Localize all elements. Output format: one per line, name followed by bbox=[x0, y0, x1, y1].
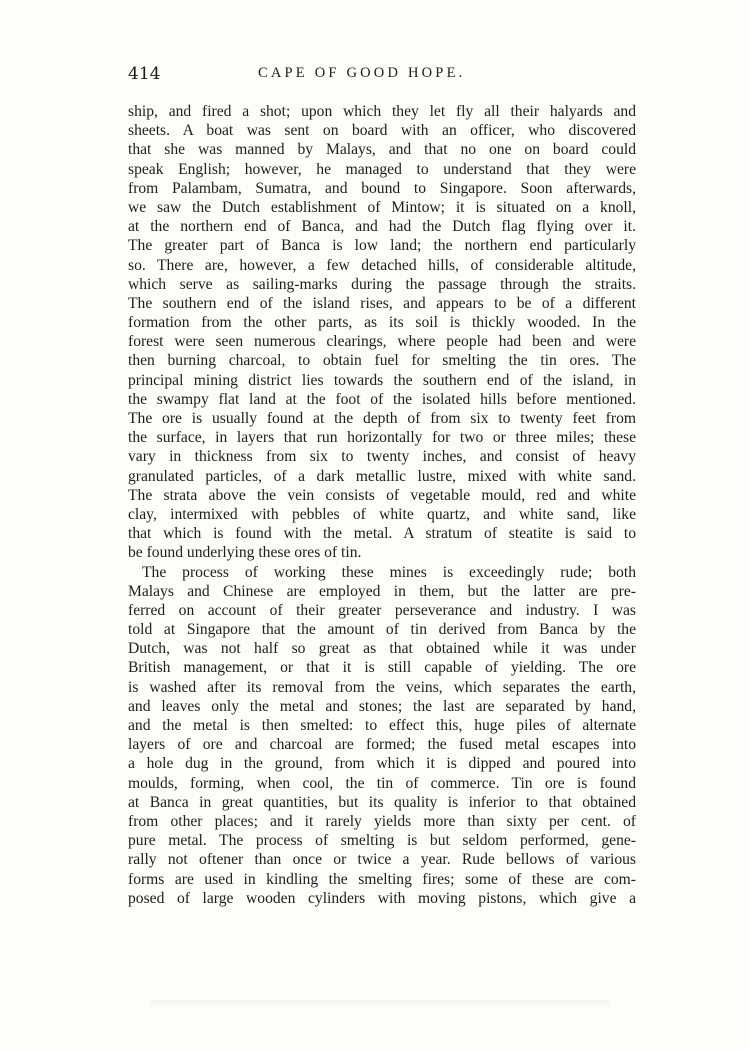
text-line: Dutch, was not half so great as that obtained while it was under bbox=[128, 640, 636, 658]
text-line: the swampy flat land at the foot of the isolated hills before mentioned. bbox=[128, 390, 636, 408]
text-line: a hole dug in the ground, from which it is dipped and poured into bbox=[128, 755, 636, 773]
paragraph bbox=[128, 563, 636, 908]
text-line: at Banca in great quantities, but its quality is inferior to that obtained bbox=[128, 793, 636, 811]
text-line: The process of working these mines is exceedingly rude; both bbox=[142, 563, 636, 581]
paragraph bbox=[128, 102, 636, 563]
text-line: that which is found with the metal. A stratum of steatite is said to bbox=[128, 525, 636, 543]
text-line: layers of ore and charcoal are formed; the fused metal escapes into bbox=[128, 736, 636, 754]
page-header bbox=[128, 64, 632, 88]
text-line: and the metal is then smelted: to effect this, huge piles of alternate bbox=[128, 717, 636, 734]
text-line: The greater part of Banca is low land; the northern end particularly bbox=[128, 237, 636, 255]
text-line: from Palambam, Sumatra, and bound to Singapore. Soon afterwards, bbox=[128, 179, 636, 197]
text-line: speak English; however, he managed to understand that they were bbox=[128, 160, 636, 178]
text-line: Malays and Chinese are employed in them, but the latter are pre- bbox=[128, 582, 636, 600]
body-text bbox=[128, 102, 636, 908]
text-line: that she was manned by Malays, and that no one on board could bbox=[128, 141, 636, 159]
text-line: so. There are, however, a few detached hills, of considerable altitude, bbox=[128, 256, 636, 274]
text-line: sheets. A boat was sent on board with an officer, who discovered bbox=[128, 122, 636, 140]
text-line: we saw the Dutch establishment of Mintow; it is situated on a knoll, bbox=[128, 198, 636, 216]
text-line: which serve as sailing-marks during the passage through the straits. bbox=[128, 275, 636, 293]
text-line: the surface, in layers that run horizontally for two or three miles; these bbox=[128, 429, 636, 447]
text-line: ferred on account of their greater perseverance and industry. I was bbox=[128, 601, 636, 619]
text-line: clay, intermixed with pebbles of white quartz, and white sand, like bbox=[128, 505, 636, 523]
text-line: vary in thickness from six to twenty inches, and consist of heavy bbox=[128, 448, 636, 466]
text-line: be found underlying these ores of tin. bbox=[128, 544, 362, 562]
page-bottom-shadow bbox=[150, 1000, 610, 1010]
text-line: forms are used in kindling the smelting fires; some of these are com- bbox=[128, 870, 636, 888]
text-line: told at Singapore that the amount of tin derived from Banca by the bbox=[128, 621, 636, 639]
text-line: from other places; and it rarely yields more than sixty per cent. of bbox=[128, 812, 636, 830]
text-line: moulds, forming, when cool, the tin of commerce. Tin ore is found bbox=[128, 774, 636, 792]
text-line: and leaves only the metal and stones; the last are separated by hand, bbox=[128, 697, 636, 715]
text-line: ship, and fired a shot; upon which they let fly all their halyards and bbox=[128, 103, 636, 120]
text-line: British management, or that it is still capable of yielding. The ore bbox=[128, 659, 636, 677]
text-line: posed of large wooden cylinders with moving pistons, which give a bbox=[128, 889, 636, 907]
text-line: rally not oftener than once or twice a year. Rude bellows of various bbox=[128, 851, 636, 869]
text-line: then burning charcoal, to obtain fuel for smelting the tin ores. The bbox=[128, 352, 636, 370]
text-line: granulated particles, of a dark metallic lustre, mixed with white sand. bbox=[128, 467, 636, 485]
text-line: The southern end of the island rises, and appears to be of a different bbox=[128, 294, 636, 312]
text-line: principal mining district lies towards the southern end of the island, in bbox=[128, 371, 636, 389]
text-line: formation from the other parts, as its soil is thickly wooded. In the bbox=[128, 314, 636, 332]
text-line: pure metal. The process of smelting is but seldom performed, gene- bbox=[128, 832, 636, 850]
text-line: is washed after its removal from the veins, which separates the earth, bbox=[128, 678, 636, 696]
page-number: 414 bbox=[128, 64, 161, 84]
text-line: The strata above the vein consists of vegetable mould, red and white bbox=[128, 486, 636, 504]
text-line: at the northern end of Banca, and had the Dutch flag flying over it. bbox=[128, 218, 636, 236]
text-line: The ore is usually found at the depth of from six to twenty feet from bbox=[128, 410, 636, 427]
running-head: CAPE OF GOOD HOPE. bbox=[258, 65, 466, 81]
text-line: forest were seen numerous clearings, where people had been and were bbox=[128, 333, 636, 351]
